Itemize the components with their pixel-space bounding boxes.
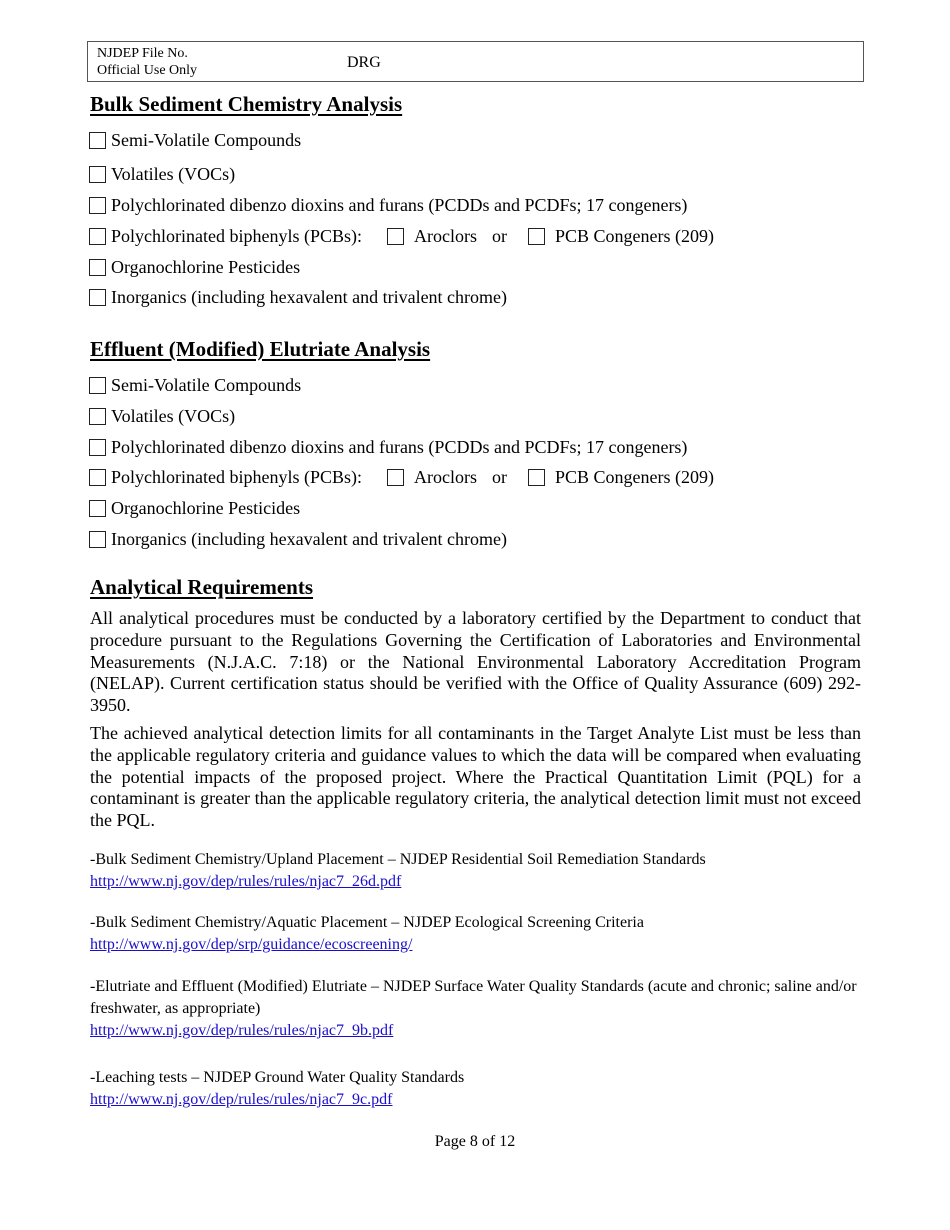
effluent-aroclors-checkbox[interactable] — [387, 469, 404, 486]
effluent-aroclors-label: Aroclors — [414, 466, 477, 487]
bulk-item-inorganics — [89, 286, 507, 308]
reference-item — [90, 976, 861, 1042]
bulk-svoc-label: Semi-Volatile Compounds — [111, 129, 302, 150]
analytical-section-title: Analytical Requirements — [90, 575, 314, 599]
bulk-dioxins-checkbox[interactable] — [89, 197, 106, 214]
effluent-pesticides-checkbox[interactable] — [89, 500, 106, 517]
official-use-label: Official Use Only — [97, 63, 198, 78]
bulk-voc-label: Volatiles (VOCs) — [111, 163, 236, 184]
file-no-label: NJDEP File No. — [97, 46, 188, 61]
bulk-inorganics-checkbox[interactable] — [89, 289, 106, 306]
file-no-label-block — [97, 45, 197, 79]
reference-text: -Bulk Sediment Chemistry/Aquatic Placement – NJDEP Ecological Screening Criteria — [90, 914, 644, 931]
bulk-item-pesticides — [89, 256, 300, 278]
reference-item — [90, 849, 861, 893]
effluent-voc-checkbox[interactable] — [89, 408, 106, 425]
bulk-inorganics-label: Inorganics (including hexavalent and trivalent chrome) — [111, 286, 508, 307]
reference-link[interactable]: http://www.nj.gov/dep/rules/rules/njac7_26d.pdf — [90, 873, 402, 890]
effluent-svoc-label: Semi-Volatile Compounds — [111, 374, 302, 395]
effluent-congeners-label: PCB Congeners (209) — [554, 466, 714, 487]
reference-item — [90, 912, 861, 956]
bulk-pcb-label: Polychlorinated biphenyls (PCBs): — [111, 225, 362, 246]
bulk-pesticides-checkbox[interactable] — [89, 259, 106, 276]
bulk-pesticides-label: Organochlorine Pesticides — [111, 256, 301, 277]
effluent-pcb-checkbox[interactable] — [89, 469, 106, 486]
bulk-section-title: Bulk Sediment Chemistry Analysis — [90, 92, 403, 116]
effluent-item-svoc — [89, 374, 301, 396]
effluent-svoc-checkbox[interactable] — [89, 377, 106, 394]
page-number: Page 8 of 12 — [434, 1133, 516, 1150]
effluent-dioxins-label: Polychlorinated dibenzo dioxins and furans (PCDDs and PCDFs; 17 congeners) — [111, 436, 688, 457]
effluent-item-pesticides — [89, 497, 300, 519]
file-value: DRG — [347, 54, 381, 71]
bulk-aroclors-checkbox[interactable] — [387, 228, 404, 245]
reference-link[interactable]: http://www.nj.gov/dep/srp/guidance/ecoscreening/ — [90, 936, 413, 953]
bulk-or-label: or — [491, 225, 507, 246]
bulk-item-dioxins — [89, 194, 687, 216]
reference-link[interactable]: http://www.nj.gov/dep/rules/rules/njac7_9b.pdf — [90, 1022, 394, 1039]
bulk-pcb-checkbox[interactable] — [89, 228, 106, 245]
effluent-inorganics-checkbox[interactable] — [89, 531, 106, 548]
effluent-congeners-checkbox[interactable] — [528, 469, 545, 486]
effluent-item-inorganics — [89, 528, 507, 550]
bulk-item-voc — [89, 163, 235, 185]
bulk-item-svoc — [89, 129, 301, 151]
bulk-congeners-checkbox[interactable] — [528, 228, 545, 245]
reference-text: -Leaching tests – NJDEP Ground Water Quality Standards — [90, 1069, 465, 1086]
effluent-or-label: or — [491, 466, 507, 487]
bulk-congeners-label: PCB Congeners (209) — [554, 225, 714, 246]
reference-text: -Elutriate and Effluent (Modified) Elutriate – NJDEP Surface Water Quality Standards (acute and chronic; saline and/or freshwater, as appropriate) — [90, 978, 857, 1017]
effluent-dioxins-checkbox[interactable] — [89, 439, 106, 456]
effluent-item-pcb — [89, 466, 714, 488]
official-use-header — [87, 41, 864, 82]
reference-item — [90, 1067, 861, 1111]
reference-link[interactable]: http://www.nj.gov/dep/rules/rules/njac7_9c.pdf — [90, 1091, 393, 1108]
analytical-paragraph-2: The achieved analytical detection limits for all contaminants in the Target Analyte List must be less than the applicable regulatory criteria and guidance values to which the data will be compared when evaluating the potential impacts of the proposed project. Where the Practical Quantitation Limit (PQL) for a contaminant is greater than the applicable regulatory criteria, the analytical detection limit must not exceed the PQL. — [90, 723, 861, 831]
effluent-inorganics-label: Inorganics (including hexavalent and trivalent chrome) — [111, 528, 508, 549]
effluent-pcb-options — [387, 467, 714, 488]
analytical-paragraph-1: All analytical procedures must be conducted by a laboratory certified by the Department to conduct that procedure pursuant to the Regulations Governing the Certification of Laboratories and Environmental Measurements (N.J.A.C. 7:18) or the National Environmental Laboratory Accreditation Program (NELAP). Current certification status should be verified with the Office of Quality Assurance (609) 292-3950. — [90, 608, 861, 716]
effluent-item-voc — [89, 405, 235, 427]
bulk-voc-checkbox[interactable] — [89, 166, 106, 183]
bulk-pcb-options — [387, 226, 714, 247]
effluent-pesticides-label: Organochlorine Pesticides — [111, 497, 301, 518]
reference-text: -Bulk Sediment Chemistry/Upland Placement – NJDEP Residential Soil Remediation Standards — [90, 851, 706, 868]
bulk-item-pcb — [89, 225, 714, 247]
bulk-dioxins-label: Polychlorinated dibenzo dioxins and furans (PCDDs and PCDFs; 17 congeners) — [111, 194, 688, 215]
effluent-item-dioxins — [89, 436, 687, 458]
effluent-pcb-label: Polychlorinated biphenyls (PCBs): — [111, 466, 362, 487]
bulk-aroclors-label: Aroclors — [414, 225, 477, 246]
bulk-svoc-checkbox[interactable] — [89, 132, 106, 149]
effluent-section-title: Effluent (Modified) Elutriate Analysis — [90, 337, 431, 361]
effluent-voc-label: Volatiles (VOCs) — [111, 405, 236, 426]
